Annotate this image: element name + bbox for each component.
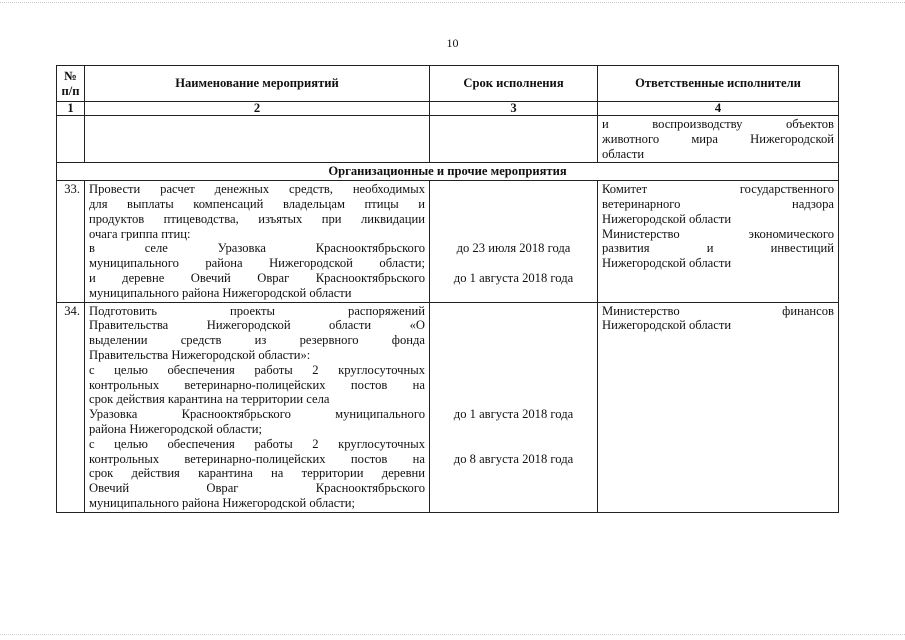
section-row xyxy=(57,163,839,181)
text-line: Комитет государственного xyxy=(602,182,834,197)
text-line: Правительства Нижегородской области «О xyxy=(89,318,425,333)
row-number: 33. xyxy=(57,181,85,302)
deadline-text: до 1 августа 2018 года xyxy=(453,270,574,285)
text-line: в селе Уразовка Краснооктябрьского xyxy=(89,241,425,256)
column-number-4: 4 xyxy=(598,102,839,116)
text-line: срок действия карантина на территории деревни xyxy=(89,466,425,481)
cell-name xyxy=(85,181,430,302)
column-number-2: 2 xyxy=(85,102,430,116)
text-line: и деревне Овечий Овраг Краснооктябрьского xyxy=(89,270,425,285)
cell-deadline xyxy=(430,302,598,512)
text-line: муниципального района Нижегородской области; xyxy=(89,256,425,271)
cell-name xyxy=(85,302,430,512)
text-line: области xyxy=(602,146,645,161)
text-line: развития и инвестиций xyxy=(602,241,834,256)
header-responsible: Ответственные исполнители xyxy=(598,66,839,102)
table-row-33 xyxy=(57,181,839,302)
text-line: контрольных ветеринарно-полицейских постов на xyxy=(89,377,425,392)
cell-empty xyxy=(430,116,598,163)
text-line: и воспроизводству объектов xyxy=(602,117,834,131)
column-number-3: 3 xyxy=(430,102,598,116)
text-line: муниципального района Нижегородской области; xyxy=(89,495,356,510)
deadline-text: до 23 июля 2018 года xyxy=(456,241,571,256)
text-line: Нижегородской области xyxy=(602,256,732,271)
text-line: с целью обеспечения работы 2 круглосуточных xyxy=(89,362,425,377)
text-line: с целью обеспечения работы 2 круглосуточных xyxy=(89,436,425,451)
text-line: для выплаты компенсаций владельцам птицы и xyxy=(89,196,425,211)
deadline-text: до 8 августа 2018 года xyxy=(453,451,574,466)
scan-border-bottom xyxy=(0,634,905,635)
column-number-row xyxy=(57,102,839,116)
header-num: № п/п xyxy=(57,66,85,102)
cell-empty xyxy=(57,116,85,163)
table-row-34 xyxy=(57,302,839,512)
deadline-text: до 1 августа 2018 года xyxy=(453,407,574,422)
text-line: Правительства Нижегородской области»: xyxy=(89,347,311,362)
text-line: Уразовка Краснооктябрьского муниципального xyxy=(89,407,425,422)
scan-border-top xyxy=(0,2,905,3)
cell-deadline xyxy=(430,181,598,302)
text-line: Нижегородской области xyxy=(602,318,732,333)
text-line: продуктов птицеводства, изъятых при ликвидации xyxy=(89,211,425,226)
row-number: 34. xyxy=(57,302,85,512)
cell-empty xyxy=(85,116,430,163)
text-line: Подготовить проекты распоряжений xyxy=(89,303,425,318)
text-line: выделении средств из резервного фонда xyxy=(89,333,425,348)
cell-responsible xyxy=(598,116,839,163)
text-line: Овечий Овраг Краснооктябрьского xyxy=(89,481,425,496)
text-line: Министерство экономического xyxy=(602,226,834,241)
text-line: Министерство финансов xyxy=(602,303,834,318)
cell-responsible xyxy=(598,302,839,512)
text-line: муниципального района Нижегородской области xyxy=(89,285,352,300)
page-number: 10 xyxy=(446,36,459,50)
text-line: животного мира Нижегородской xyxy=(602,131,834,146)
column-number-1: 1 xyxy=(57,102,85,116)
section-title: Организационные и прочие мероприятия xyxy=(57,163,839,181)
text-line: Нижегородской области xyxy=(602,211,732,226)
table-header-row xyxy=(57,66,839,102)
text-line: очага гриппа птиц: xyxy=(89,226,191,241)
text-line: района Нижегородской области; xyxy=(89,421,262,436)
text-line: Провести расчет денежных средств, необходимых xyxy=(89,182,425,197)
header-deadline: Срок исполнения xyxy=(430,66,598,102)
text-line: ветеринарного надзора xyxy=(602,196,834,211)
header-name: Наименование мероприятий xyxy=(85,66,430,102)
cell-responsible xyxy=(598,181,839,302)
text-line: срок действия карантина на территории села xyxy=(89,392,330,407)
action-plan-table xyxy=(56,65,839,513)
table-row-continuation xyxy=(57,116,839,163)
text-line: контрольных ветеринарно-полицейских постов на xyxy=(89,451,425,466)
